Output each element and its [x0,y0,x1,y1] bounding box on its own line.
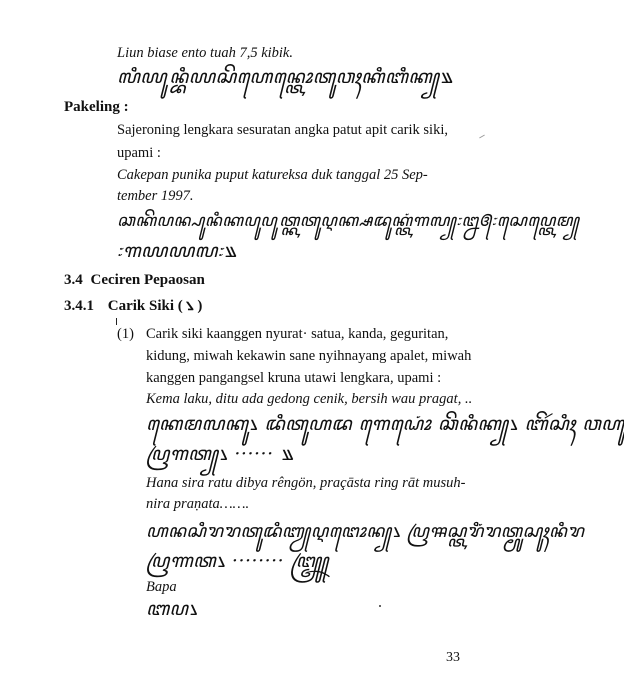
subsection-title: Carik Siki ( ꧈ ) [107,298,203,314]
item-1-example-1-balinese-1: ꦏꦺꦩꦭꦏꦸ꧈ ꦢꦶꦠꦸꦲꦢ ꦒꦺꦝꦺꦴꦁ ꦕꦼꦤꦶꦏ꧀꧈ ꦧꦼꦂꦱꦶꦃ ꦮꦲꦸ [146,413,624,435]
item-1-example-3-latin: Bapa [146,579,177,595]
pakeling-heading: Pakeling : [64,99,129,115]
example-balinese-liun: ꦭꦶꦪꦸꦤ꧀ꦧꦶꦪꦱꦼꦲꦺꦤ꧀ꦠꦺꦴꦠꦸꦮꦃꦏꦶꦧꦶꦏ꧀꧉ [117,66,453,88]
pakeling-text-line-1: Sajeroning lengkara sesuratan angka patut apit carik siki, [117,122,448,138]
section-title: Ceciren Pepaosan [90,272,205,288]
item-1-example-2-balinese-2: ꦥꦿꦟꦠ꧈ ········ ꧅ [146,550,329,572]
item-1-example-3-balinese: ꦧꦥ꧈ [146,598,198,620]
item-1-example-2-balinese-1: ꦲꦤꦱꦶꦫꦫꦠꦸꦢꦶꦧꦾꦉꦔꦺꦴꦤ꧀꧈ ꦥꦿꦯꦱ꧀ꦠꦫꦶꦁꦫꦠ꧀ꦩꦸꦱꦸꦃꦤꦶꦫ [146,521,585,542]
stray-margin-mark [479,135,485,139]
item-1-example-1-balinese-2: ꦥꦿꦒꦠ꧀꧈ ······ ꧉ [146,443,294,465]
example-latin-liun: Liun biase ento tuah 7,5 kibik. [117,45,293,61]
item-1-example-2-latin-1: Hana sira ratu dibya rêngön, praçāsta ring rāt musuh- [146,475,466,491]
subsection-number: 3.4.1 [64,298,94,314]
section-heading [64,271,205,289]
pakeling-example-latin-2: tember 1997. [117,188,194,204]
item-1-example-1-latin: Kema laku, ditu ada gedong cenik, bersih wau pragat, .. [146,391,473,407]
pakeling-example-balinese-1: ꦕꦏꦼꦥꦤ꧀ꦥꦸꦤꦶꦏꦥꦸꦥꦸꦠ꧀ꦏꦠꦸꦉꦏ꧀ꦱꦢꦸꦏ꧀ꦠꦁꦒꦭ꧀꧇꧒꧕꧇ꦱꦺꦥ꧀ꦠꦺꦩ꧀ [117,211,580,231]
subsection-heading [64,297,202,315]
item-1-example-2-latin-2: nira praṇata……. [146,496,250,512]
item-1-text-line-1: Carik siki kaanggen nyurat· satua, kanda, geguritan, [146,326,449,342]
page-number: 33 [446,650,460,665]
pakeling-example-latin-1: Cakepan punika puput katureksa duk tanggal 25 Sep- [117,167,428,183]
pakeling-text-line-2: upami : [117,145,161,161]
item-1-marker: (1) [117,326,134,342]
pakeling-example-balinese-2: ꧇꧑꧙꧙꧗꧇꧉ [117,240,237,262]
item-1-text-line-3: kanggen pangangsel kruna utawi lengkara, upami : [146,370,442,386]
stray-tick-mark [116,318,117,325]
item-1-text-line-2: kidung, miwah kekawin sane nyihnayang apalet, miwah [146,348,472,364]
stray-dot-mark [379,605,381,607]
section-number: 3.4 [64,272,83,288]
